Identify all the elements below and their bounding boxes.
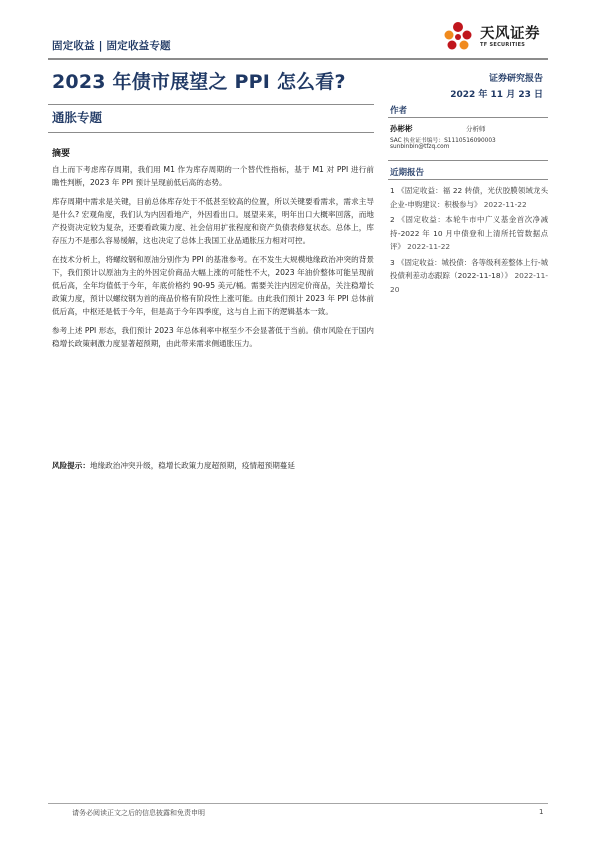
company-logo <box>440 18 550 54</box>
summary-paragraph: 自上而下考虑库存周期，我们用 M1 作为库存周期的一个替代性指标，基于 M1 对 PPI 进行前瞻性判断，2023 年 PPI 预计呈现前低后高的态势。 <box>52 165 374 187</box>
author-email[interactable]: sunbinbin@tfzq.com <box>390 144 450 150</box>
author-sac-number: SAC 执业证书编号：S1110516090003 <box>390 138 496 144</box>
recent-reports-list <box>390 184 548 298</box>
subject-divider-top <box>48 104 374 105</box>
recent-report-title[interactable]: 2 《固定收益：本轮牛市中广义基金首次净减持-2022 年 10 月中债登和上清所托管数据点评》 <box>390 215 548 251</box>
risk-warning <box>52 459 374 472</box>
recent-report-date: 2022-11-20 <box>390 271 548 294</box>
author-role: 分析师 <box>466 125 486 133</box>
recent-report-date: 2022-11-22 <box>483 199 527 209</box>
footer-divider <box>48 803 548 804</box>
recent-report-title[interactable]: 1 《固定收益：福 22 转债，光伏胶膜领域龙头企业-申购建议：积极参与》 <box>390 186 548 209</box>
recent-report-item[interactable] <box>390 184 548 211</box>
logo-name: 天风证券 <box>480 26 540 42</box>
risk-label: 风险提示： <box>52 461 90 470</box>
report-category: 固定收益 | 固定收益专题 <box>52 40 171 52</box>
recent-report-title[interactable]: 3 《固定收益：城投债：各等级利差整体上行-城投债利差动态跟踪（2022-11-18）》 <box>390 257 548 280</box>
report-type: 证券研究报告 <box>488 74 543 84</box>
recent-reports-heading: 近期报告 <box>390 168 425 178</box>
author-heading: 作者 <box>390 106 408 116</box>
summary-heading: 摘要 <box>52 149 71 159</box>
recent-report-date: 2022-11-22 <box>407 242 451 251</box>
report-date: 2022 年 11 月 23 日 <box>450 90 543 100</box>
summary-body <box>52 163 374 356</box>
author-divider-bottom <box>388 160 548 161</box>
header-divider <box>48 58 548 60</box>
author-divider <box>388 117 548 118</box>
subject-divider-bottom <box>48 132 374 133</box>
flower-logo-icon <box>440 18 476 54</box>
risk-text: 地缘政治冲突升级，稳增长政策力度超预期，疫情超预期蔓延 <box>89 461 295 470</box>
summary-paragraph: 库存周期中需求是关键，目前总体库存处于不低甚至较高的位置，所以关键要看需求，需求主导是什么? 宏观角度，我们认为内因看地产，外因看出口。展望来来，明年出口大概率回落，而地产投资决定较为复杂，还要看政策力度、社会信用扩张程度和资产负债表修复状态。总体上，库存压力不是那么容易缓解，这也决定了总体上我国工业品通胀压力相对可控。 <box>52 197 374 245</box>
report-title: 2023 年债市展望之 PPI 怎么看? <box>52 71 346 93</box>
report-subject: 通胀专题 <box>52 110 103 125</box>
page-number: 1 <box>539 808 544 816</box>
recent-report-item[interactable] <box>390 213 548 254</box>
recent-report-item[interactable] <box>390 256 548 297</box>
footer-disclaimer: 请务必阅读正文之后的信息披露和免责申明 <box>72 809 205 817</box>
recent-reports-divider <box>388 179 548 180</box>
author-name: 孙彬彬 <box>390 124 413 133</box>
logo-subtitle: TF SECURITIES <box>480 42 526 48</box>
summary-paragraph: 在技术分析上，将螺纹钢和原油分别作为 PPI 的基准参考。在不发生大规模地缘政治冲突的背景下，我们预计以原油为主的外因定价商品大幅上涨的可能性不大，2023 年油价整体可能呈现前低后高，全年均值低于今年，年底价格约 90-95 美元/桶。需要关注内因定价商品，关注稳增长政策力度，预计以螺纹钢为首的商品价格有阶段性上涨可能。由此我们预计 2023 年 PPI 总体前低后高，中枢还是低于今年，但是高于今年四季度，这与自上而下的逻辑基本一致。 <box>52 255 374 316</box>
summary-paragraph: 参考上述 PPI 形态，我们预计 2023 年总体利率中枢至少不会显著低于当前。债市风险在于国内稳增长政策刺激力度显著超预期，由此带来需求侧通胀压力。 <box>52 326 374 348</box>
